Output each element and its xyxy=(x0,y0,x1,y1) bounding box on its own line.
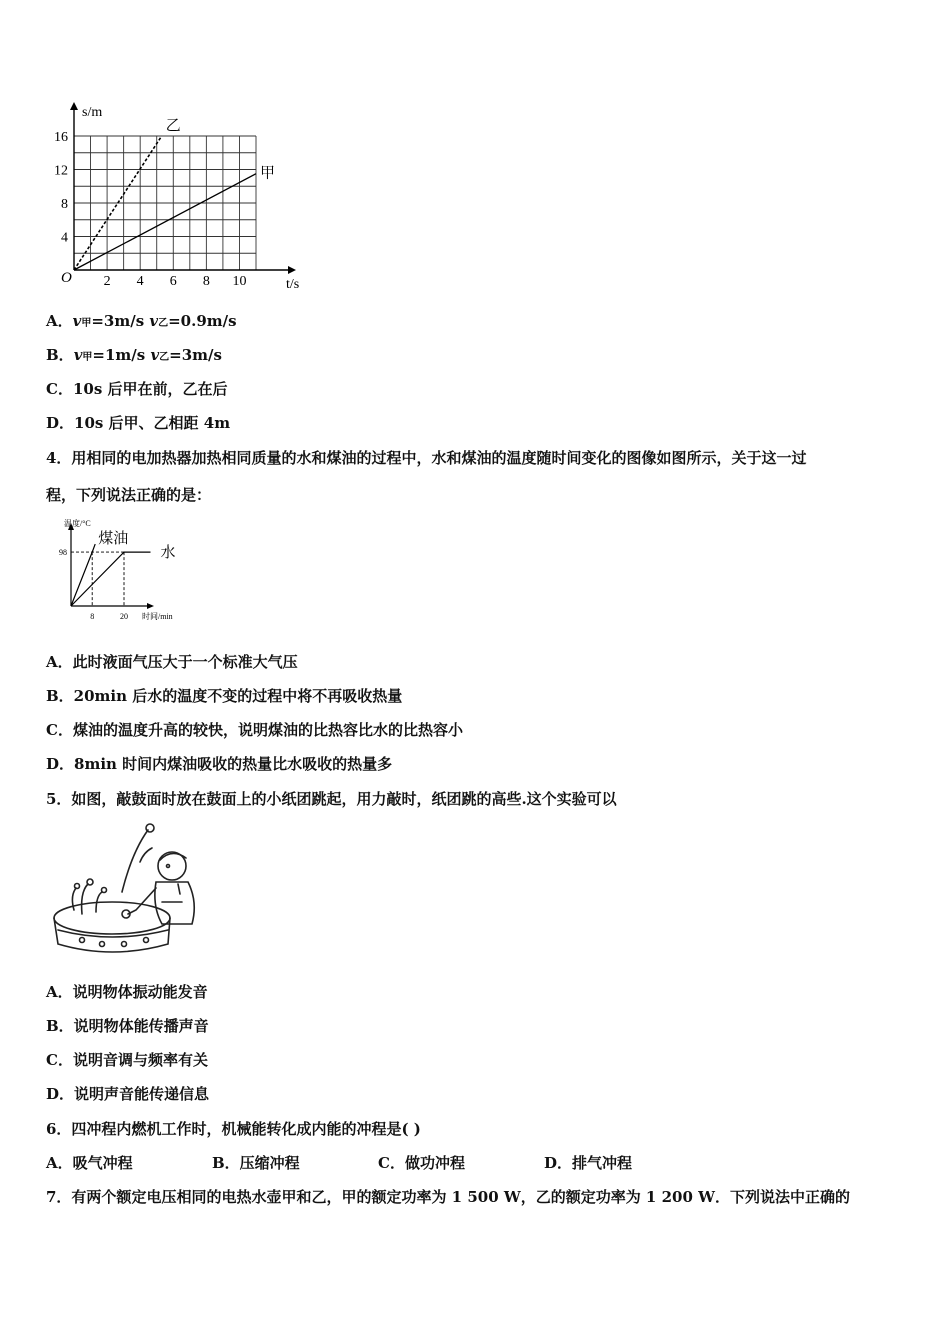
y-axis-arrow xyxy=(70,102,78,110)
q5-option-c: C．说明音调与频率有关 xyxy=(46,1051,208,1069)
q4-stem-line2: 程，下列说法正确的是： xyxy=(46,486,212,504)
q3-option-b: B．v甲=1m/s v乙=3m/s xyxy=(46,346,222,364)
q6-option-c: C．做功冲程 xyxy=(378,1154,465,1172)
q4-stem-line1: 4．用相同的电加热器加热相同质量的水和煤油的过程中，水和煤油的温度随时间变化的图像如图所示，关于这一过 xyxy=(46,449,807,467)
q6-option-d: D．排气冲程 xyxy=(544,1154,633,1172)
x-tick-label: 10 xyxy=(232,274,247,289)
x-tick-label: 8 xyxy=(90,612,95,621)
y-tick-label: 8 xyxy=(61,197,68,212)
q4-option-c: C．煤油的温度升高的较快，说明煤油的比热容比水的比热容小 xyxy=(46,721,463,739)
temperature-graph xyxy=(44,516,204,626)
y-tick-label: 98 xyxy=(59,548,67,558)
origin-label: O xyxy=(61,270,72,286)
q5-option-b: B．说明物体能传播声音 xyxy=(46,1017,209,1035)
q4-option-a: A．此时液面气压大于一个标准大气压 xyxy=(46,653,298,671)
q5-option-a: A．说明物体振动能发音 xyxy=(46,983,208,1001)
y-tick-label: 16 xyxy=(54,130,68,145)
q6-options xyxy=(46,1153,710,1173)
drum-illustration xyxy=(52,822,202,957)
series-kerosene-line xyxy=(71,544,95,606)
q7-stem: 7．有两个额定电压相同的电热水壶甲和乙，甲的额定功率为 1 500 W，乙的额定功率为 1 200 W．下列说法中正确的 xyxy=(46,1188,850,1206)
series-water-label: 水 xyxy=(160,545,176,562)
series-kerosene-label: 煤油 xyxy=(98,531,129,547)
q4-option-b: B．20min 后水的温度不变的过程中将不再吸收热量 xyxy=(46,687,403,705)
x-tick-label: 6 xyxy=(169,274,177,289)
q3-option-c: C．10s 后甲在前，乙在后 xyxy=(46,380,228,398)
x-axis-arrow xyxy=(288,266,296,274)
y-axis-label: s/m xyxy=(82,105,103,120)
q3-option-a: A．v甲=3m/s v乙=0.9m/s xyxy=(46,312,237,330)
x-axis-label: t/s xyxy=(286,277,300,292)
q6-option-a: A．吸气冲程 xyxy=(46,1154,133,1172)
q5-option-d: D．说明声音能传递信息 xyxy=(46,1085,210,1103)
x-axis-label: 时间/min xyxy=(142,612,173,621)
q3-option-d: D．10s 后甲、乙相距 4m xyxy=(46,414,231,432)
y-tick-label: 4 xyxy=(61,230,68,246)
series-water-line xyxy=(71,552,151,606)
series-jia-label: 甲 xyxy=(260,165,276,182)
q4-option-d: D．8min 时间内煤油吸收的热量比水吸收的热量多 xyxy=(46,755,393,773)
y-tick-label: 12 xyxy=(54,163,68,179)
q5-stem: 5．如图，敲鼓面时放在鼓面上的小纸团跳起，用力敲时，纸团跳的高些.这个实验可以 xyxy=(46,790,617,808)
x-tick-label: 2 xyxy=(103,274,111,289)
st-graph xyxy=(44,96,314,296)
x-tick-label: 20 xyxy=(120,612,128,621)
series-yi-label: 乙 xyxy=(165,118,181,134)
x-tick-label: 8 xyxy=(202,274,210,289)
x-axis-arrow xyxy=(147,603,154,609)
series-jia-line xyxy=(74,174,256,270)
q6-option-b: B．压缩冲程 xyxy=(212,1154,300,1172)
q6-stem: 6．四冲程内燃机工作时，机械能转化成内能的冲程是( ) xyxy=(46,1120,421,1138)
x-tick-label: 4 xyxy=(136,274,144,289)
y-axis-label: 温度/°C xyxy=(64,519,91,528)
